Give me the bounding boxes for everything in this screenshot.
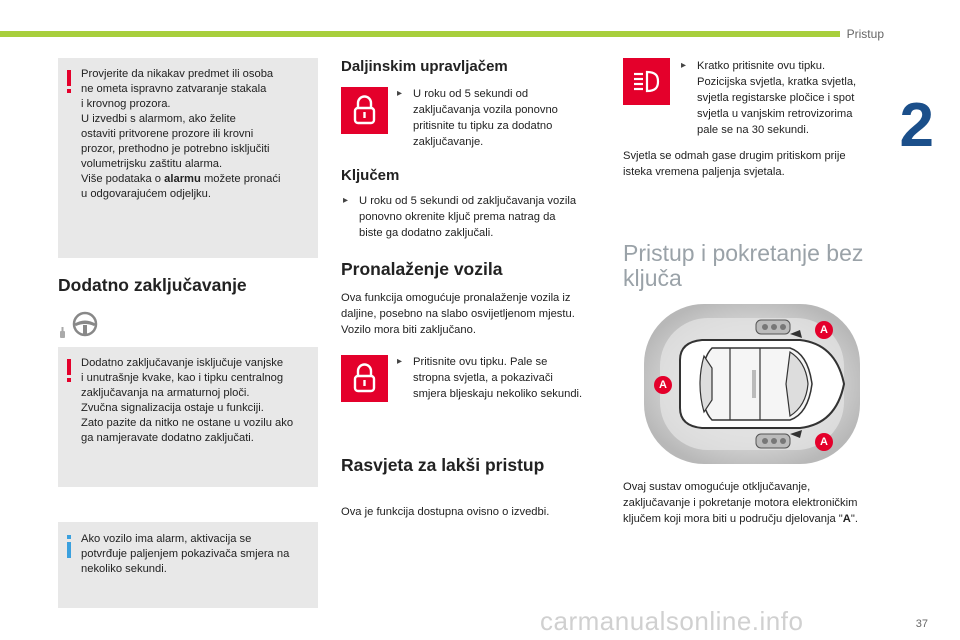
bullet-arrow-icon: ▸ xyxy=(397,88,403,99)
key-bullet: ▸ U roku od 5 sekundi od zaključavanja vozila ponovno okrenite ključ prema natrag da biste ga dodatno zaključali. xyxy=(343,195,577,239)
remote-control-title: Daljinskim upravljačem xyxy=(341,58,508,75)
keyless-zone-illustration xyxy=(640,300,870,468)
headlamp-bullet: ▸ Kratko pritisnite ovu tipku. Pozicijska svjetla, kratka svjetla, svjetla registarske pločice i spot svjetla u vanjskim retrovizorima pale se na 30 sekundi. xyxy=(681,60,857,136)
page-number: 37 xyxy=(915,618,928,630)
key-title: Ključem xyxy=(341,167,400,184)
locate-bullet: ▸ Pritisnite ovu tipku. Pale se stropna svjetla, a pokazivači smjera bljeskaju nekoliko sekundi. xyxy=(397,356,583,400)
chapter-number: 2 xyxy=(899,91,934,160)
keyless-title: Pristup i pokretanje bez ključa xyxy=(623,240,864,291)
lock-button-icon-locate xyxy=(341,355,388,402)
keyless-paragraph: Ovaj sustav omogućuje otključavanje, zaključavanje i pokretanje motora elektroničkim ključem koji mora biti u području djelovanja "A". xyxy=(623,481,858,525)
info-icon xyxy=(67,542,71,558)
warning-windows-text: Provjerite da nikakav predmet ili osoba ne ometa ispravno zatvaranje stakala i krovnog prozora. U izvedbi s alarmom, ako želite ostaviti pritvorene prozore ili krovni prozor, prethodno je potrebno isključiti volumetrijsku zaštitu alarma. Više podataka o alarmu možete pronaći u odgovarajućem odjeljku. xyxy=(81,68,281,200)
warning-icon xyxy=(67,70,71,86)
headlamp-button-icon xyxy=(623,58,670,105)
warning-deadlocking-text: Dodatno zaključavanje isključuje vanjske i unutrašnje kvake, kao i tipku centralnog zaključavanja na armaturnoj ploči. Zvučna signalizacija ostaje u funkciji. Zato pazite da nitko ne ostane u vozilu ako ga namjeravate dodatno zaključati. xyxy=(81,357,294,444)
bullet-arrow-icon: ▸ xyxy=(397,356,403,367)
watermark: carmanualsonline.info xyxy=(540,606,804,636)
deadlocking-title: Dodatno zaključavanje xyxy=(58,275,247,295)
zone-marker-a: A xyxy=(815,321,833,339)
zone-marker-a: A xyxy=(654,376,672,394)
info-alarm-text: Ako vozilo ima alarm, aktivacija se potvrđuje paljenjem pokazivača smjera na nekoliko sekundi. xyxy=(81,533,290,575)
bullet-arrow-icon: ▸ xyxy=(681,60,687,71)
bullet-arrow-icon: ▸ xyxy=(343,195,349,206)
remote-bullet: ▸ U roku od 5 sekundi od zaključavanja vozila ponovno pritisnite tu tipku za dodatno zaključavanje. xyxy=(397,88,558,148)
welcome-lighting-title: Rasvjeta za lakši pristup xyxy=(341,455,545,475)
alarm-keyword: alarmu xyxy=(164,173,201,185)
welcome-lighting-paragraph: Ova je funkcija dostupna ovisno o izvedbi. xyxy=(341,506,550,518)
locating-paragraph: Ova funkcija omogućuje pronalaženje vozila iz daljine, posebno na slabo osvijetljenom mjestu. Vozilo mora biti zaključano. xyxy=(341,292,575,336)
header-accent-bar xyxy=(0,31,840,37)
lock-button-icon xyxy=(341,87,388,134)
vehicle-locating-title: Pronalaženje vozila xyxy=(341,259,503,279)
zone-marker-a: A xyxy=(815,433,833,451)
warning-box-windows xyxy=(58,58,318,258)
warning-box-deadlocking xyxy=(58,347,318,487)
lights-off-paragraph: Svjetla se odmah gase drugim pritiskom prije isteka vremena paljenja svjetala. xyxy=(623,150,846,178)
section-name: Pristup xyxy=(846,27,884,41)
warning-icon xyxy=(67,359,71,375)
info-box-alarm xyxy=(58,522,318,608)
steering-wheel-icon xyxy=(58,311,108,345)
